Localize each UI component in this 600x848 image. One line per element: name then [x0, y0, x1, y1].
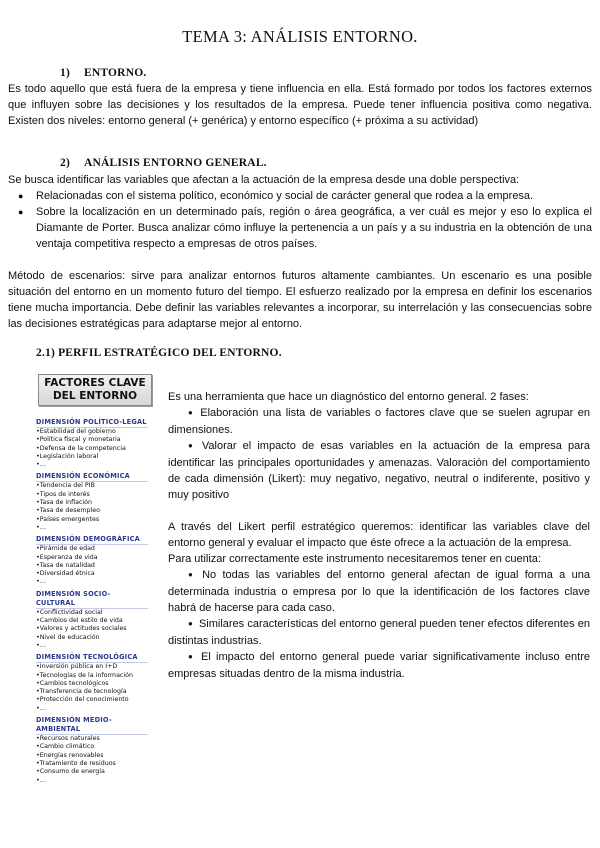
- dimension-block: [36, 535, 160, 586]
- dimension-items: [36, 482, 160, 532]
- dimension-items: [36, 428, 160, 469]
- list-item: ● El impacto del entorno general puede variar significativamente incluso entre empresas situadas dentro de la misma industria.: [168, 651, 590, 680]
- list-item: • Esperanza de vida: [36, 554, 160, 562]
- list-item: • Energías renovables: [36, 752, 160, 760]
- list-item: • Transferencia de tecnología: [36, 688, 160, 696]
- list-item: • …: [36, 578, 160, 586]
- page-title: TEMA 3: ANÁLISIS ENTORNO.: [182, 27, 418, 46]
- list-item: • Tipos de interés: [36, 491, 160, 499]
- list-item: • Cambios tecnológicos: [36, 680, 160, 688]
- list-item: • Tendencia del PIB: [36, 482, 160, 490]
- list-item: • Tasa de natalidad: [36, 562, 160, 570]
- list-item: • Tratamiento de residuos: [36, 760, 160, 768]
- section-1-number: 1): [60, 67, 70, 79]
- list-item: • …: [36, 524, 160, 532]
- list-item: • …: [36, 777, 160, 785]
- list-item: ● Valorar el impacto de esas variables en la actuación de la empresa para identificar las principales oportunidades y amenazas. Valoración del comportamiento de cada dimensión (Likert): muy negativo, negativo, neutral o indiferente, positivo y muy positivo: [168, 440, 590, 501]
- list-item: • Legislación laboral: [36, 453, 160, 461]
- section-2-bullets: [8, 188, 592, 252]
- list-item: • Conflictividad social: [36, 609, 160, 617]
- list-item: • Cambio climático: [36, 743, 160, 751]
- key-factors-header: [38, 374, 152, 406]
- list-item: • Pirámide de edad: [36, 545, 160, 553]
- dimension-items: [36, 609, 160, 650]
- list-item: • Tasa de desempleo: [36, 507, 160, 515]
- section-1-heading: [60, 67, 146, 79]
- list-item: ● Similares características del entorno general pueden tener efectos diferentes en distintas industrias.: [168, 618, 590, 647]
- list-item: • Nivel de educación: [36, 634, 160, 642]
- dimension-items: [36, 545, 160, 586]
- list-item: • Tecnologías de la información: [36, 672, 160, 680]
- dimension-items: [36, 735, 160, 785]
- section-2-method: Método de escenarios: sirve para analizar entornos futuros altamente cambiantes. Un escenario es una posible situación del entorno en un momento futuro del tiempo. El esfuerzo realizado por la empresa en definir los escenarios tiene mucha importancia. Debe definir las variables relevantes a incorporar, su interrelación y las consecuencias sobre las decisiones estratégicas para adaptarse mejor al entorno.: [8, 270, 592, 330]
- list-item: ● Relacionadas con el sistema político, económico y social de carácter general que rodea a la empresa.: [8, 188, 592, 204]
- section-2-heading: [60, 157, 267, 169]
- key-factors-figure: [36, 374, 160, 785]
- dimension-title: DIMENSIÓN TECNOLÓGICA: [36, 653, 148, 663]
- list-item: • Estabilidad del gobierno: [36, 428, 160, 436]
- list-item: • …: [36, 642, 160, 650]
- list-item: • …: [36, 461, 160, 469]
- section-1-text: Es todo aquello que está fuera de la empresa y tiene influencia en ella. Está formado por todos los factores externos que influyen sobre las decisiones y los resultados de la empresa. Puede tener influencia positiva como negativa. Existen dos niveles: entorno general (+ genérica) y entorno específico (+ próxima a su actividad): [8, 83, 592, 127]
- list-item: • Países emergentes: [36, 516, 160, 524]
- bullet-icon: ●: [188, 652, 196, 661]
- dimension-block: [36, 716, 160, 785]
- dimension-items: [36, 663, 160, 713]
- dimension-block: [36, 418, 160, 469]
- section-2-intro: Se busca identificar las variables que afectan a la actuación de la empresa desde una doble perspectiva:: [8, 174, 520, 186]
- list-item: • Consumo de energía: [36, 768, 160, 776]
- list-item: ● No todas las variables del entorno general afectan de igual forma a una determinada industria o empresa por lo que la identificación de los factores clave habrá de hacerse para cada caso.: [168, 569, 590, 614]
- list-item: • Diversidad étnica: [36, 570, 160, 578]
- list-item: • Valores y actitudes sociales: [36, 625, 160, 633]
- dimension-block: [36, 653, 160, 713]
- list-item: ● Elaboración una lista de variables o factores clave que se suelen agrupar en dimensiones.: [168, 407, 590, 436]
- dimension-title: DIMENSIÓN DEMOGRÁFICA: [36, 535, 148, 545]
- list-item: ● Sobre la localización en un determinado país, región o área geográfica, a ver cuál es mejor y eso lo explica el Diamante de Porter. Busca analizar cómo influye la pertenencia a un país y a su industria en la obtención de una ventaja competitiva respecto a empresas de otros países.: [8, 204, 592, 252]
- bullet-icon: ●: [188, 441, 196, 450]
- key-factors-header-line: FACTORES CLAVE: [44, 377, 146, 389]
- list-item: • Defensa de la competencia: [36, 445, 160, 453]
- dimension-title: DIMENSIÓN SOCIO-CULTURAL: [36, 590, 148, 609]
- list-item: • Recursos naturales: [36, 735, 160, 743]
- dimension-title: DIMENSIÓN ECONÓMICA: [36, 472, 148, 482]
- dimension-block: [36, 590, 160, 650]
- strategic-profile-text: [168, 389, 590, 682]
- dimension-title: DIMENSIÓN MEDIO-AMBIENTAL: [36, 716, 148, 735]
- usage-intro: Para utilizar correctamente este instrumento necesitaremos tener en cuenta:: [168, 553, 541, 565]
- list-item: • …: [36, 705, 160, 713]
- section-2-1-heading: 2.1) PERFIL ESTRATÉGICO DEL ENTORNO.: [36, 347, 282, 359]
- section-1-title: ENTORNO.: [84, 67, 147, 79]
- strategic-profile-intro: Es una herramienta que hace un diagnóstico del entorno general. 2 fases:: [168, 391, 529, 403]
- list-item: • Protección del conocimiento: [36, 696, 160, 704]
- list-item: • Inversión pública en I+D: [36, 663, 160, 671]
- likert-paragraph: A través del Likert perfil estratégico queremos: identificar las variables clave del entorno general y evaluar el impacto que éste ofrece a la actuación de la empresa.: [168, 521, 590, 549]
- list-item: • Tasa de inflación: [36, 499, 160, 507]
- list-item: • Cambios del estilo de vida: [36, 617, 160, 625]
- bullet-icon: ●: [188, 619, 193, 628]
- list-item: • Política fiscal y monetaria: [36, 436, 160, 444]
- bullet-icon: ●: [188, 408, 195, 417]
- bullet-icon: ●: [188, 570, 197, 579]
- section-2-title: ANÁLISIS ENTORNO GENERAL.: [84, 157, 267, 169]
- dimension-title: DIMENSIÓN POLÍTICO-LEGAL: [36, 418, 147, 426]
- section-2-number: 2): [60, 157, 70, 169]
- key-factors-header-line: DEL ENTORNO: [52, 390, 138, 402]
- dimension-block: [36, 472, 160, 532]
